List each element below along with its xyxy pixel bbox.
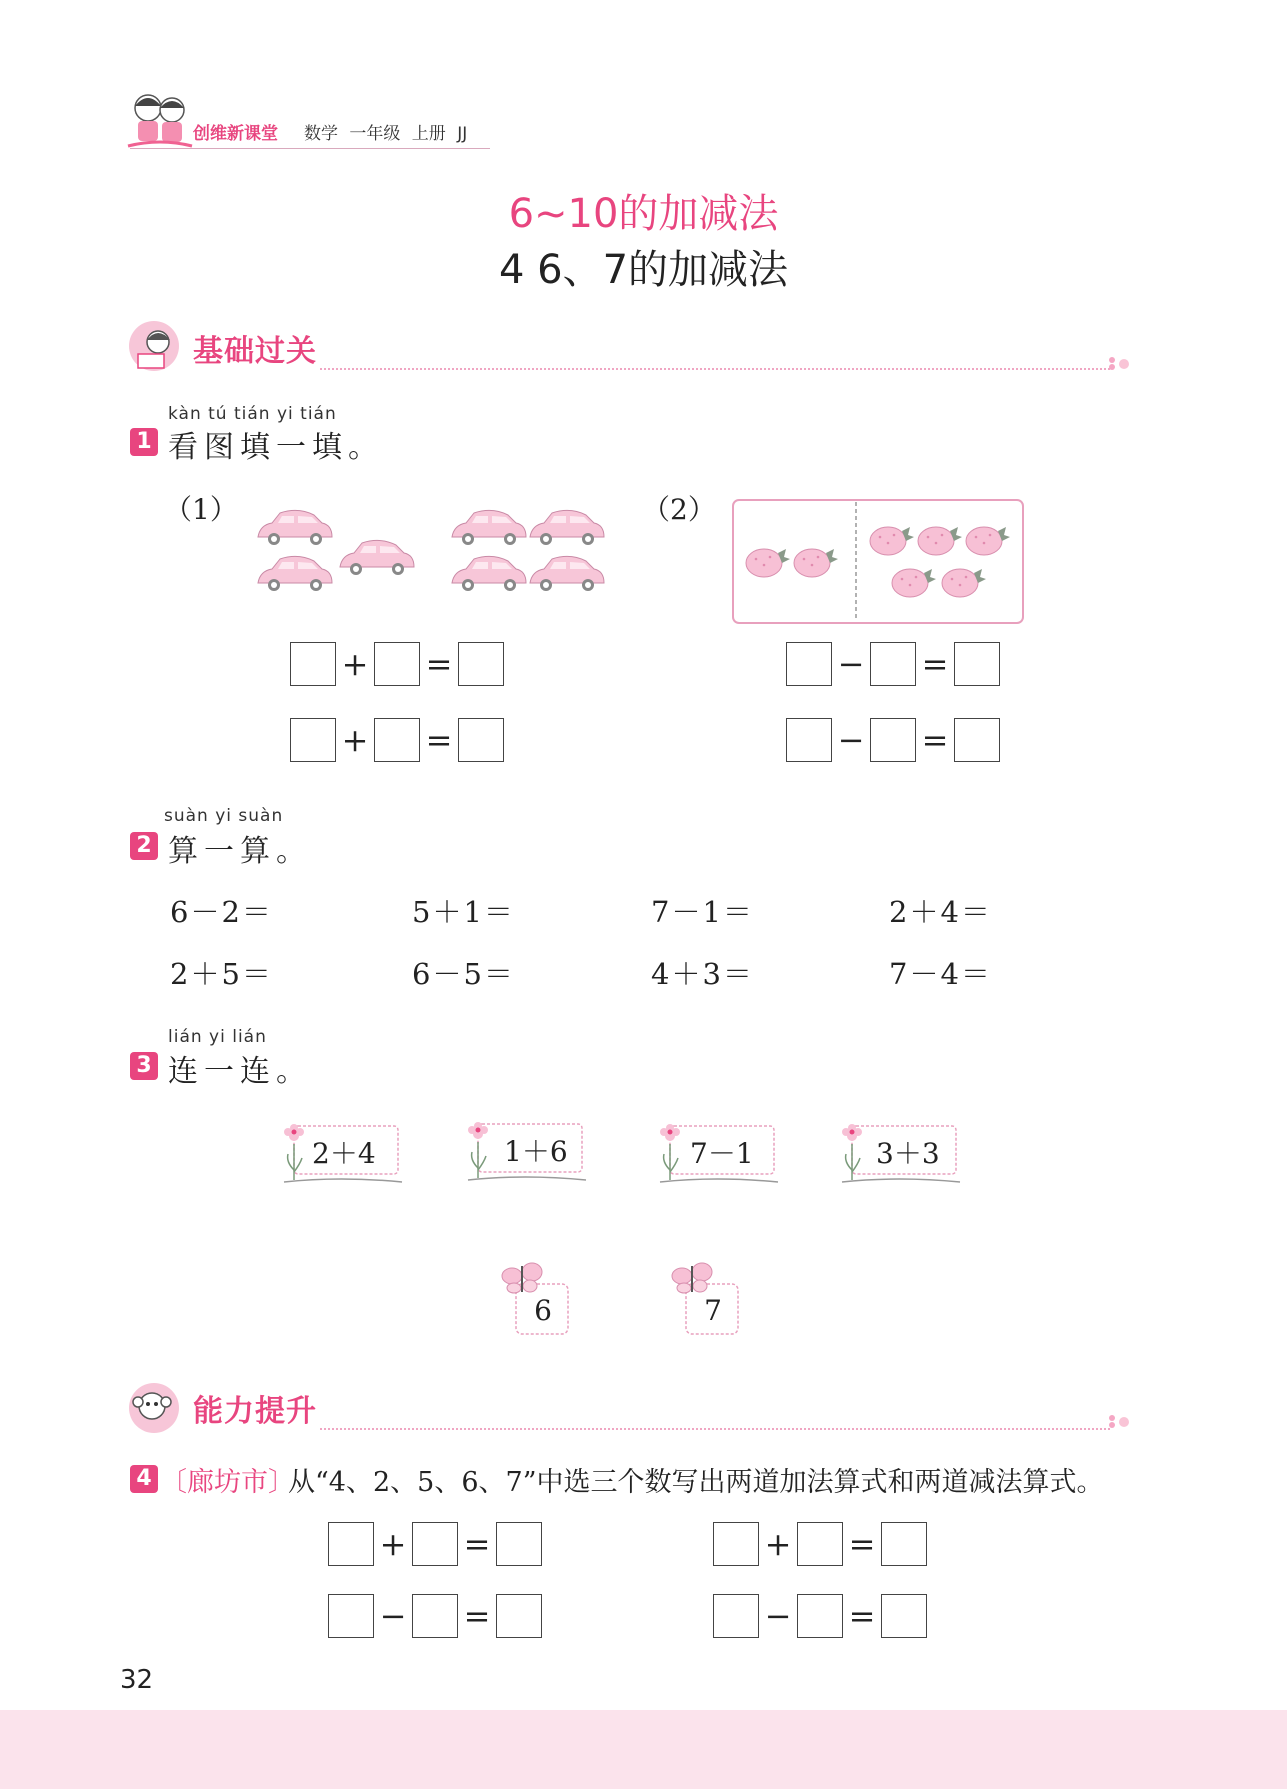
- q2-expression: 7－1＝: [651, 895, 754, 929]
- answer-box[interactable]: [290, 642, 336, 686]
- decor-dots: [1106, 1414, 1142, 1428]
- minus-sign: −: [837, 721, 865, 759]
- cars-illustration: [252, 505, 612, 601]
- q2-number-badge: 2: [130, 832, 158, 860]
- q4-subtraction-equation-2: [713, 1594, 927, 1638]
- answer-box[interactable]: [713, 1522, 759, 1566]
- q4-addition-equation-2: [713, 1522, 927, 1566]
- answer-box[interactable]: [412, 1522, 458, 1566]
- q1-prompt: 看图填一填。: [168, 430, 384, 465]
- q1-part1-equation-1: [290, 642, 504, 686]
- answer-box[interactable]: [458, 718, 504, 762]
- q2-expression: 7－4＝: [889, 957, 992, 991]
- q2-expression: 2＋4＝: [889, 895, 992, 929]
- q4-number-badge: 4: [130, 1465, 158, 1493]
- card-expression: 2＋4: [312, 1137, 376, 1170]
- section-title-advanced: 能力提升: [193, 1394, 317, 1429]
- plus-sign: +: [341, 721, 369, 759]
- q2-expression: 4＋3＝: [651, 957, 754, 991]
- plus-sign: +: [379, 1525, 407, 1563]
- decor-dots: [1106, 356, 1142, 370]
- q2-prompt: 算一算。: [168, 834, 312, 869]
- q4-prompt: 从“4、2、5、6、7”中选三个数写出两道加法算式和两道减法算式。: [288, 1467, 1104, 1498]
- answer-box[interactable]: [496, 1522, 542, 1566]
- equals-sign: =: [425, 721, 453, 759]
- q1-number-badge: 1: [130, 428, 158, 456]
- answer-box[interactable]: [786, 642, 832, 686]
- answer-number: 6: [534, 1294, 552, 1327]
- q3-pinyin: lián yi lián: [168, 1027, 267, 1047]
- q4-subtraction-equation-1: [328, 1594, 542, 1638]
- minus-sign: −: [837, 645, 865, 683]
- q1-part1-equation-2: [290, 718, 504, 762]
- answer-box[interactable]: [870, 642, 916, 686]
- answer-box[interactable]: [954, 718, 1000, 762]
- q2-expression: 6－5＝: [412, 957, 515, 991]
- q3-number-badge: 3: [130, 1052, 158, 1080]
- answer-number: 7: [704, 1294, 722, 1327]
- card-expression: 7－1: [690, 1137, 754, 1170]
- answer-box[interactable]: [374, 642, 420, 686]
- answer-box[interactable]: [713, 1594, 759, 1638]
- answer-box[interactable]: [412, 1594, 458, 1638]
- answer-box[interactable]: [797, 1522, 843, 1566]
- answer-box[interactable]: [786, 718, 832, 762]
- answer-box[interactable]: [496, 1594, 542, 1638]
- answer-box[interactable]: [374, 718, 420, 762]
- header-divider: [130, 148, 490, 149]
- q1-part2-equation-1: [786, 642, 1000, 686]
- q2-expression: 5＋1＝: [412, 895, 515, 929]
- answer-box[interactable]: [328, 1522, 374, 1566]
- equals-sign: =: [921, 645, 949, 683]
- monkey-mascot-icon: [128, 1382, 184, 1436]
- card-expression: 1＋6: [504, 1135, 568, 1168]
- equals-sign: =: [425, 645, 453, 683]
- answer-box[interactable]: [797, 1594, 843, 1638]
- book-info: 数学 一年级 上册 JJ: [304, 124, 468, 144]
- lesson-title: 4 6、7的加减法: [498, 247, 789, 293]
- q1-part2-label: （2）: [642, 493, 716, 526]
- plus-sign: +: [341, 645, 369, 683]
- equals-sign: =: [848, 1597, 876, 1635]
- q3-prompt: 连一连。: [168, 1054, 312, 1089]
- section-title-basic: 基础过关: [193, 334, 317, 369]
- plus-sign: +: [764, 1525, 792, 1563]
- section-divider: [320, 1428, 1110, 1430]
- answer-box[interactable]: [870, 718, 916, 762]
- answer-box[interactable]: [881, 1522, 927, 1566]
- equals-sign: =: [463, 1525, 491, 1563]
- kids-mascot-logo: [124, 88, 196, 154]
- q4-addition-equation-1: [328, 1522, 542, 1566]
- girl-reading-icon: [128, 320, 184, 374]
- card-expression: 3＋3: [876, 1137, 940, 1170]
- q2-expression: 6－2＝: [170, 895, 273, 929]
- footer-band: [0, 1710, 1287, 1789]
- equals-sign: =: [921, 721, 949, 759]
- answer-box[interactable]: [328, 1594, 374, 1638]
- equals-sign: =: [848, 1525, 876, 1563]
- q1-part2-equation-2: [786, 718, 1000, 762]
- strawberries-illustration: [732, 499, 1024, 624]
- answer-box[interactable]: [458, 642, 504, 686]
- chapter-title: 6~10的加减法: [508, 191, 779, 237]
- page-number: 32: [120, 1665, 154, 1695]
- q2-expression: 2＋5＝: [170, 957, 273, 991]
- section-divider: [320, 368, 1110, 370]
- answer-box[interactable]: [881, 1594, 927, 1638]
- q1-pinyin: kàn tú tián yi tián: [168, 404, 337, 424]
- q2-pinyin: suàn yi suàn: [164, 806, 284, 826]
- q4-region-tag: 〔廊坊市〕: [160, 1467, 295, 1498]
- minus-sign: −: [379, 1597, 407, 1635]
- q1-part1-label: （1）: [164, 493, 238, 526]
- equals-sign: =: [463, 1597, 491, 1635]
- minus-sign: −: [764, 1597, 792, 1635]
- answer-box[interactable]: [954, 642, 1000, 686]
- answer-box[interactable]: [290, 718, 336, 762]
- brand-name: 创维新课堂: [193, 124, 278, 144]
